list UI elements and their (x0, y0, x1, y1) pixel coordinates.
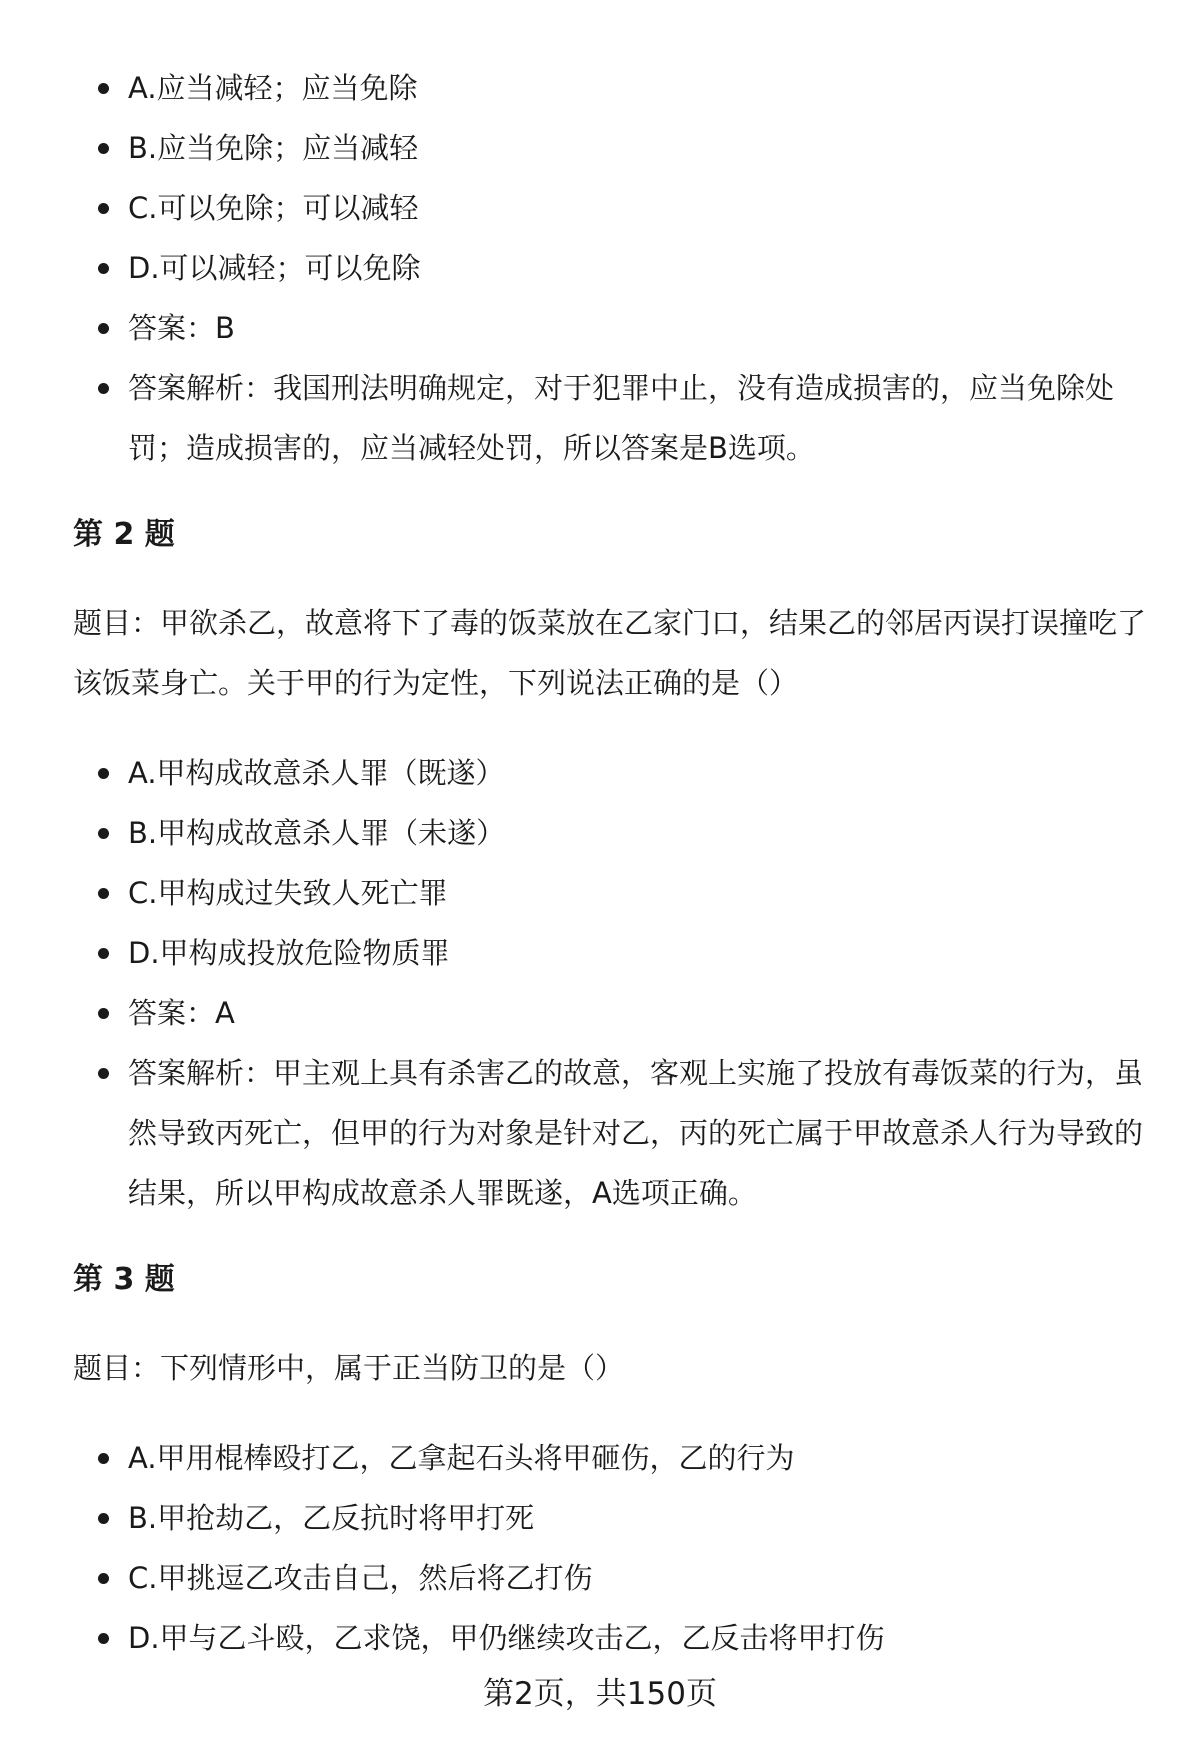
option-d: D.甲构成投放危险物质罪 (0, 923, 1200, 983)
option-b: B.甲构成故意杀人罪（未遂） (0, 803, 1200, 863)
question-2-heading: 第 2 题 (73, 517, 175, 552)
option-list (0, 743, 1200, 1223)
option-d: D.可以减轻；可以免除 (0, 238, 1200, 298)
answer-analysis: 答案解析：甲主观上具有杀害乙的故意，客观上实施了投放有毒饭菜的行为，虽然导致丙死亡，但甲的行为对象是针对乙，丙的死亡属于甲故意杀人行为导致的结果，所以甲构成故意杀人罪既遂，A选项正确。 (0, 1043, 1200, 1223)
answer: 答案：A (0, 983, 1200, 1043)
answer: 答案：B (0, 298, 1200, 358)
question-2-body (0, 743, 1200, 1223)
question-3-heading: 第 3 题 (73, 1262, 175, 1297)
page-number: 第2页，共150页 (483, 1676, 717, 1712)
answer-analysis: 答案解析：我国刑法明确规定，对于犯罪中止，没有造成损害的，应当免除处罚；造成损害的，应当减轻处罚，所以答案是B选项。 (0, 358, 1200, 478)
question-2-stem: 题目：甲欲杀乙，故意将下了毒的饭菜放在乙家门口，结果乙的邻居丙误打误撞吃了该饭菜身亡。关于甲的行为定性，下列说法正确的是（） (73, 606, 1147, 700)
option-a: A.应当减轻；应当免除 (0, 58, 1200, 118)
option-a: A.甲构成故意杀人罪（既遂） (0, 743, 1200, 803)
option-list (0, 1428, 1200, 1668)
question-1-tail (0, 58, 1200, 478)
option-b: B.甲抢劫乙，乙反抗时将甲打死 (0, 1488, 1200, 1548)
option-c: C.甲挑逗乙攻击自己，然后将乙打伤 (0, 1548, 1200, 1608)
option-list (0, 58, 1200, 478)
question-3-stem: 题目：下列情形中，属于正当防卫的是（） (73, 1351, 625, 1385)
option-b: B.应当免除；应当减轻 (0, 118, 1200, 178)
option-a: A.甲用棍棒殴打乙，乙拿起石头将甲砸伤，乙的行为 (0, 1428, 1200, 1488)
option-c: C.甲构成过失致人死亡罪 (0, 863, 1200, 923)
question-3-body (0, 1428, 1200, 1668)
option-c: C.可以免除；可以减轻 (0, 178, 1200, 238)
option-d: D.甲与乙斗殴，乙求饶，甲仍继续攻击乙，乙反击将甲打伤 (0, 1608, 1200, 1668)
